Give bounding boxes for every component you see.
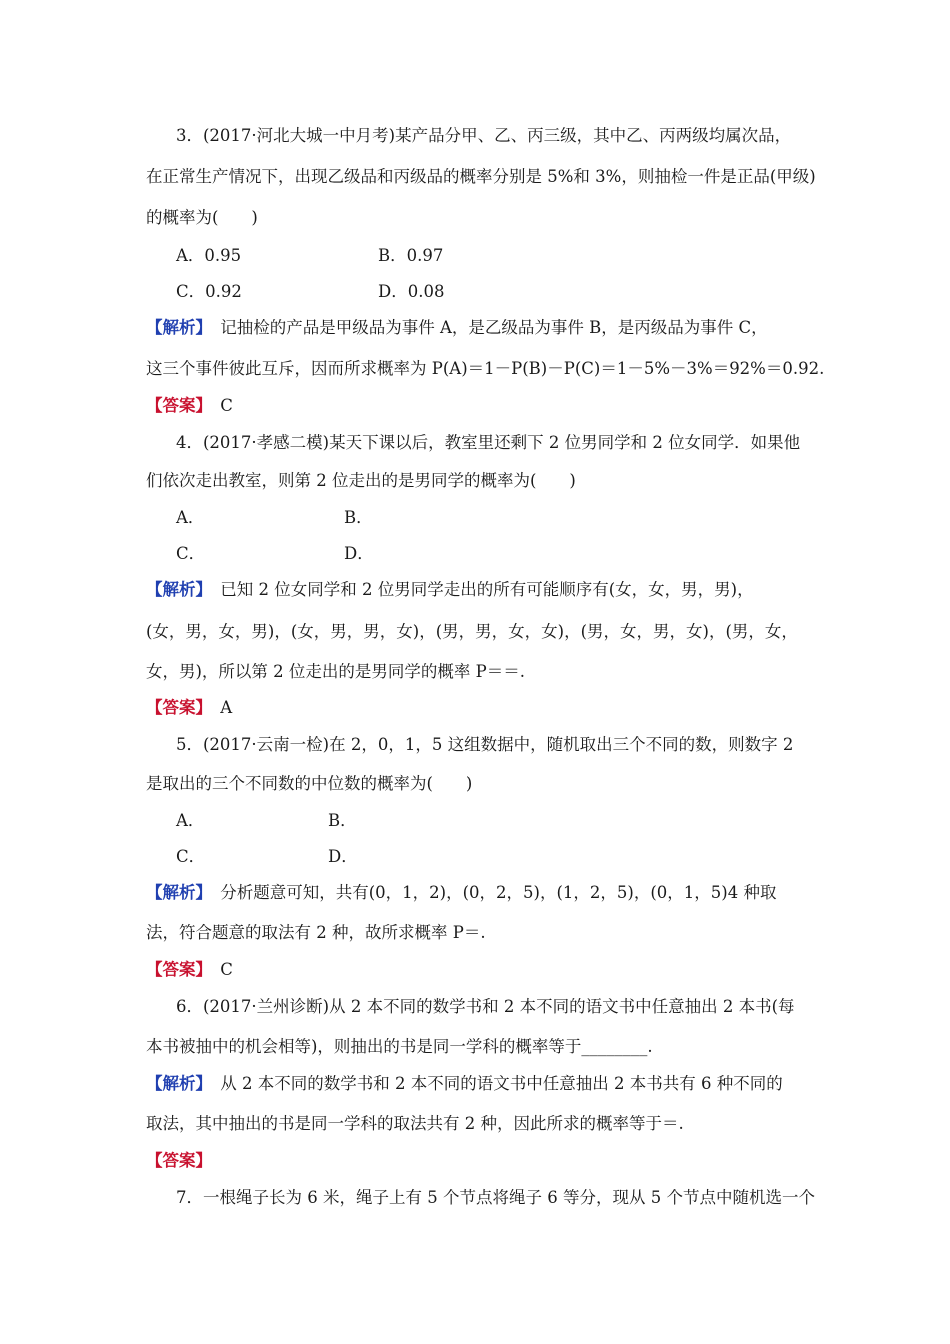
q4-option-b: B． (344, 508, 373, 527)
q4-answer (146, 697, 232, 719)
q3-stem-line1: 3．(2017·河北大城一中月考)某产品分甲、乙、丙三级，其中乙、丙两级均属次品， (176, 126, 792, 145)
q6-stem-line2: 本书被抽中的机会相等)，则抽出的书是同一学科的概率等于________. (146, 1037, 653, 1056)
q3-option-d: D．0.08 (378, 282, 445, 301)
q3-option-a: A．0.95 (176, 246, 242, 265)
analysis-label: 【解析】 (146, 318, 204, 337)
q5-analysis-line1 (146, 882, 776, 904)
answer-label: 【答案】 (146, 698, 204, 717)
q5-stem-line2: 是取出的三个不同数的中位数的概率为( ) (146, 774, 473, 793)
q4-option-c: C． (176, 544, 206, 563)
q4-analysis-text1: 已知 2 位女同学和 2 位男同学走出的所有可能顺序有(女，女，男，男)， (203, 580, 754, 599)
q5-analysis-line2: 法，符合题意的取法有 2 种，故所求概率 P＝. (146, 923, 486, 942)
analysis-label: 【解析】 (146, 580, 204, 599)
analysis-label: 【解析】 (146, 1074, 204, 1093)
answer-label: 【答案】 (146, 396, 204, 415)
q5-option-c: C． (176, 847, 206, 866)
q7-stem-line1: 7．一根绳子长为 6 米，绳子上有 5 个节点将绳子 6 等分，现从 5 个节点中随机选一个 (176, 1188, 815, 1207)
q3-answer-value: C (203, 396, 233, 415)
q3-answer (146, 395, 233, 417)
q4-option-a: A． (176, 508, 205, 527)
analysis-label: 【解析】 (146, 883, 204, 902)
q5-answer-value: C (203, 960, 233, 979)
q5-answer (146, 959, 233, 981)
q4-analysis-line1 (146, 579, 754, 601)
q4-option-d: D． (344, 544, 374, 563)
q6-answer (146, 1150, 212, 1172)
q4-analysis-line3: 女，男)，所以第 2 位走出的是男同学的概率 P＝＝. (146, 662, 526, 681)
q5-option-b: B． (328, 811, 357, 830)
q6-stem-line1: 6．(2017·兰州诊断)从 2 本不同的数学书和 2 本不同的语文书中任意抽出 2 本书(每 (176, 997, 795, 1016)
q3-analysis-text1: 记抽检的产品是甲级品为事件 A，是乙级品为事件 B，是丙级品为事件 C， (203, 318, 768, 337)
q5-option-d: D． (328, 847, 358, 866)
q4-analysis-line2: (女，男，女，男)，(女，男，男，女)，(男，男，女，女)，(男，女，男，女)，(男，女， (146, 622, 798, 641)
q6-analysis-text1: 从 2 本不同的数学书和 2 本不同的语文书中任意抽出 2 本书共有 6 种不同的 (203, 1074, 783, 1093)
q3-stem-line3: 的概率为( ) (146, 208, 258, 227)
q4-stem-line1: 4．(2017·孝感二模)某天下课以后，教室里还剩下 2 位男同学和 2 位女同学．如果他 (176, 433, 801, 452)
answer-label: 【答案】 (146, 960, 204, 979)
q4-answer-value: A (203, 698, 233, 717)
q3-option-b: B．0.97 (378, 246, 444, 265)
q4-stem-line2: 们依次走出教室，则第 2 位走出的是男同学的概率为( ) (146, 471, 576, 490)
q6-analysis-line2: 取法，其中抽出的书是同一学科的取法共有 2 种，因此所求的概率等于＝. (146, 1114, 684, 1133)
q3-analysis-line1 (146, 317, 768, 339)
q3-analysis-line2: 这三个事件彼此互斥，因而所求概率为 P(A)＝1－P(B)－P(C)＝1－5%－3%＝92%＝0.92. (146, 359, 825, 378)
q3-option-c: C．0.92 (176, 282, 242, 301)
answer-label: 【答案】 (146, 1151, 212, 1170)
q6-analysis-line1 (146, 1073, 783, 1095)
q5-analysis-text1: 分析题意可知，共有(0，1，2)，(0，2，5)，(1，2，5)，(0，1，5)4 种取 (203, 883, 777, 902)
q3-stem-line2: 在正常生产情况下，出现乙级品和丙级品的概率分别是 5%和 3%，则抽检一件是正品(甲级) (146, 167, 816, 186)
q5-stem-line1: 5．(2017·云南一检)在 2，0，1，5 这组数据中，随机取出三个不同的数，则数字 2 (176, 735, 794, 754)
q5-option-a: A． (176, 811, 205, 830)
